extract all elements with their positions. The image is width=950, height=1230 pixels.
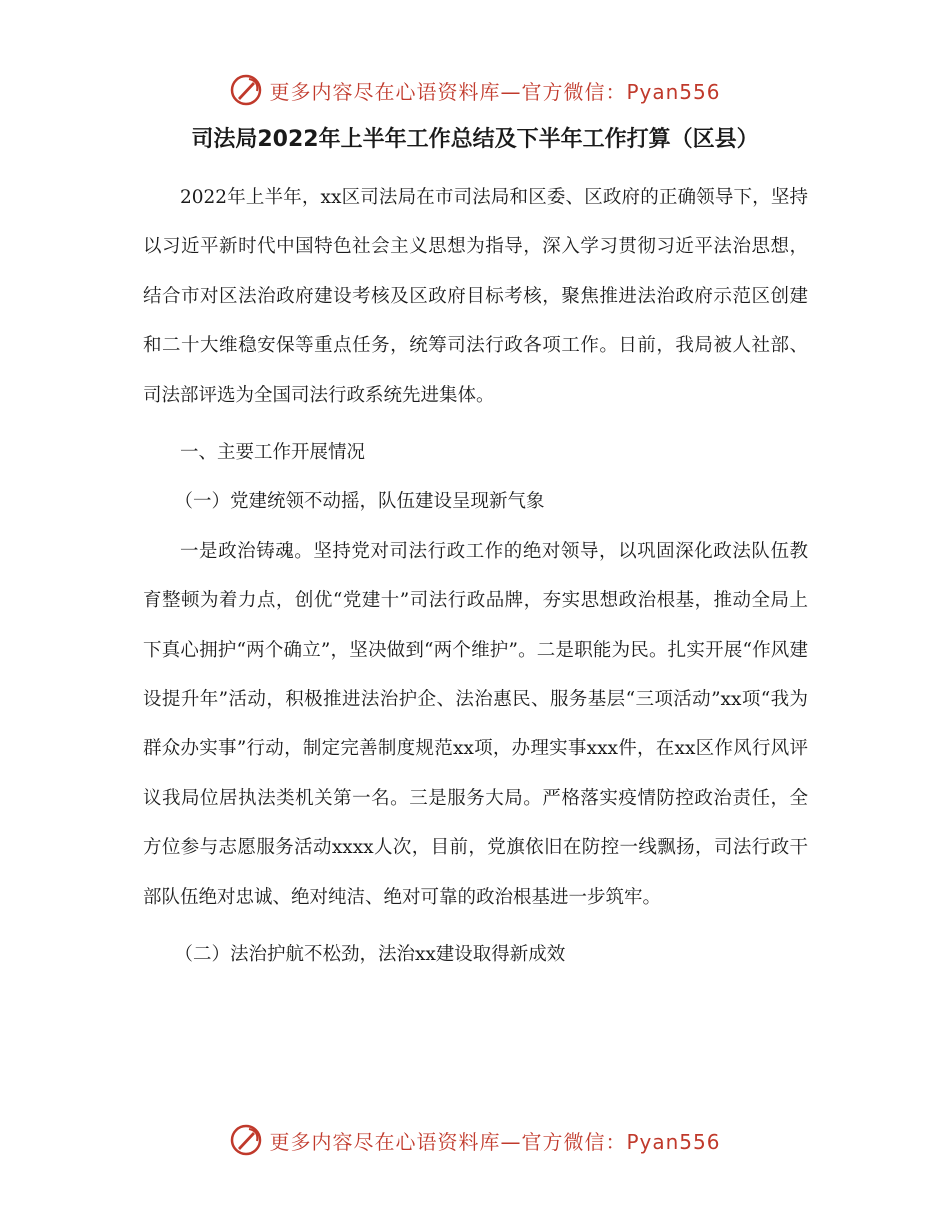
subsection-heading: （一）党建统领不动摇，队伍建设呈现新气象 xyxy=(174,491,545,513)
watermark-banner-bottom xyxy=(0,1120,950,1160)
intro-paragraph: 2022年上半年，xx区司法局在市司法局和区委、区政府的正确领导下，坚持以习近平新时代中国特色社会主义思想为指导，深入学习贯彻习近平法治思想，结合市对区法治政府建设考核及区政府目标考核，聚焦推进法治政府示范区创建和二十大维稳安保等重点任务，统筹司法行政各项工作。日前，我局被人社部、司法部评选为全国司法行政系统先进集体。 xyxy=(143,187,808,406)
quill-seal-icon xyxy=(229,73,263,107)
section-heading: 一、主要工作开展情况 xyxy=(180,442,366,464)
document-body xyxy=(143,173,808,980)
subsection-heading: （二）法治护航不松劲，法治xx建设取得新成效 xyxy=(174,944,566,966)
body-paragraph: 一是政治铸魂。坚持党对司法行政工作的绝对领导，以巩固深化政法队伍教育整顿为着力点，创优“党建十”司法行政品牌，夯实思想政治根基，推动全局上下真心拥护“两个确立”，坚决做到“两个维护”。二是职能为民。扎实开展“作风建设提升年”活动，积极推进法治护企、法治惠民、服务基层“三项活动”xx项“我为群众办实事”行动，制定完善制度规范xx项，办理实事xxx件，在xx区作风行风评议我局位居执法类机关第一名。三是服务大局。严格落实疫情防控政治责任，全方位参与志愿服务活动xxxx人次，目前，党旗依旧在防控一线飘扬，司法行政干部队伍绝对忠诚、绝对纯洁、绝对可靠的政治根基进一步筑牢。 xyxy=(143,540,808,908)
watermark-text: 更多内容尽在心语资料库—官方微信：Pyan556 xyxy=(269,1129,721,1154)
watermark-text: 更多内容尽在心语资料库—官方微信：Pyan556 xyxy=(269,79,721,104)
quill-seal-icon xyxy=(229,1123,263,1157)
document-title: 司法局2022年上半年工作总结及下半年工作打算（区县） xyxy=(191,127,759,152)
watermark-banner-top xyxy=(0,70,950,110)
